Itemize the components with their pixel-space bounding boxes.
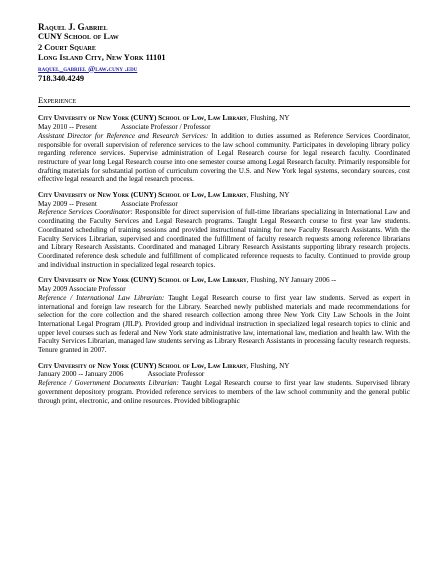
dates: May 2009 -- Present [38,199,97,208]
employer-line [38,114,410,123]
section-experience-title: Experience [38,96,410,107]
employer-location: , Flushing, NY [246,361,290,370]
role-title: Reference Services Coordinator: [38,208,133,217]
description-text: In addition to duties assumed as Reference Services Coordinator, responsible for overall supervision of reference services to the law school community. Participates in developing library policy regarding reference services. Supervise administration of Legal Research course for legal research faculty. Coordinated restructure of year long Legal Research course into one semester course among Legal Research faculty. Primarily responsible for drafting materials for substantial portion of curriculum covering the U.S. and New York legal systems, secondary sources, cost effective legal research and the legal research process. [38,131,410,184]
author-name: Raquel J. Gabriel [38,22,108,32]
employer-name: City University of New York (CUNY) School of Law, Law Library [38,191,247,200]
description-text: Taught Legal Research course to first year law students. Served as expert in international and foreign law research for the Library. Searched newly published materials and made recommendations for selection for the core collection and the shared research collection among three New York City Law Schools in the Joint International Legal Program (JILP). Provided group and individual instruction in specialized legal research topics to clinic and upper level courses such as federal and New York state administrative law, international law, mediation and health law. With the Faculty Services Librarian, managed law students serving as Library Research Assistants in processing faculty research requests. Tenure granted in 2007. [38,293,410,355]
entry-description [38,132,410,184]
entry-description [38,208,410,269]
dates-position-line [38,285,410,294]
resume-page [38,22,410,405]
email-link[interactable]: raquel_gabriel @law.cuny .edu [38,63,138,73]
experience-entry [38,276,410,354]
dates-position-line [38,123,410,132]
street-address: 2 Court Square [38,42,96,52]
position-title: Associate Professor [147,370,205,379]
phone-number: 718.340.4249 [38,74,85,84]
dates: May 2010 -- Present [38,123,97,132]
role-title: Reference / International Law Librarian: [38,293,165,302]
employer-line [38,362,410,371]
description-text: Responsible for direct supervision of full-time librarians specializing in International Law and coordinating the Faculty Services and Legal Research programs. Taught Legal Research course to first year law students. Coordinated scheduling of training sessions and provided instructional training for new Faculty Research Assistants. With the Faculty Services Librarian, supervised and coordinated the fulfillment of faculty research requests among reference librarians and Library Research Assistants. Coordinated and managed Library Research Assistants supporting library research projects. Coordinated reference desk schedule and fulfillment of complicated reference requests to faculty. Continued to provide group and individual instruction in specialized legal research topics. [38,208,410,269]
employer-name: City University of New York (CUNY) School of Law, Law Library [38,276,247,285]
description-text: Taught Legal Research course to first year law students. Supervised library government depository program. Provided reference services to members of the law school community and the general public through print, electronic, and online resources. Provided bibliographic [38,379,410,405]
employer-name: City University of New York (CUNY) School of Law, Law Library [38,114,247,123]
dates: May 2009 Associate Professor [38,285,126,294]
school-name: CUNY School of Law [38,32,119,42]
city-address: Long Island City, New York 11101 [38,53,166,63]
dates: January 2000 -- January 2006 [38,370,124,379]
entry-description [38,379,410,405]
experience-entry [38,362,410,406]
employer-location: , Flushing, NY [246,114,290,123]
employer-name: City University of New York (CUNY) School of Law, Law Library [38,361,247,370]
employer-location: , Flushing, NY January 2006 -- [246,276,337,285]
position-title: Associate Professor [120,199,178,208]
employer-line [38,191,410,200]
dates-position-line [38,370,410,379]
employer-line [38,276,410,285]
experience-entry [38,191,410,269]
position-title: Associate Professor / Professor [120,123,211,132]
role-title: Assistant Director for Reference and Research Services: [38,131,209,140]
dates-position-line [38,200,410,209]
experience-entry [38,114,410,184]
entry-description [38,294,410,355]
role-title: Reference / Government Documents Librarian: [38,379,179,388]
employer-location: , Flushing, NY [246,191,290,200]
